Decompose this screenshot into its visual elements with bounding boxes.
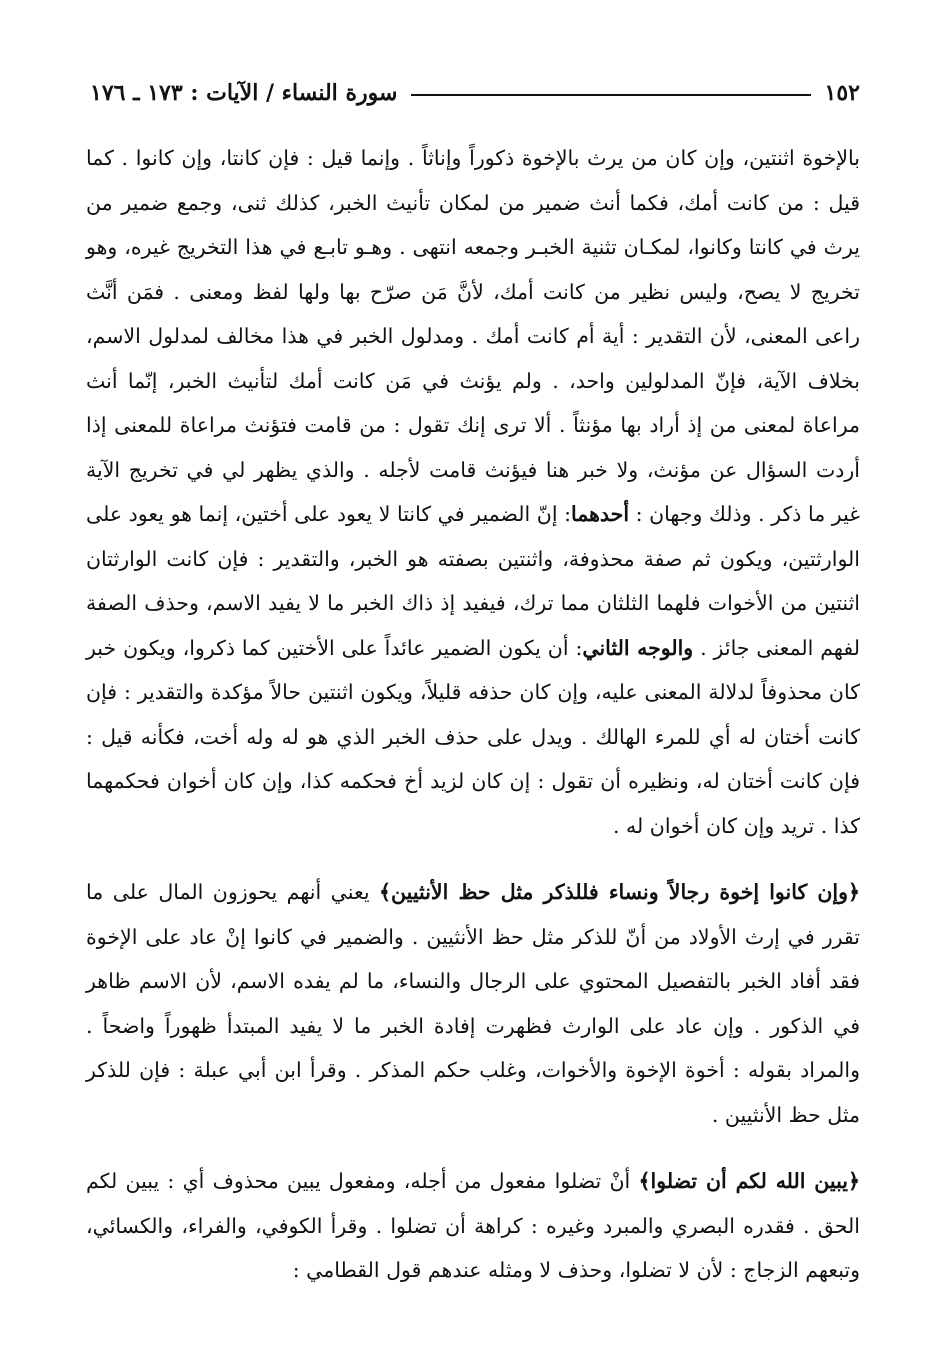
- header-rule: [411, 94, 810, 96]
- paragraph-3: [86, 1159, 860, 1293]
- running-header: [90, 66, 860, 106]
- quran-verse-quote: ﴿يبين الله لكم أن تضلوا﴾: [638, 1169, 860, 1193]
- second-aspect-term: والوجه الثاني: [582, 635, 694, 660]
- paragraph-2: [86, 870, 860, 1137]
- paragraph-text: يعني أنهم يحوزون المال على ما تقرر في إرث الأولاد من أنّ للذكر مثل حظ الأنثيين . والضمير في كانوا إنْ عاد على الإخوة فقد أفاد الخبر بالتفصيل المحتوي على الرجال والنساء، ما لم يفده الاسم، لأن الاسم ظاهر في الذكور . وإن عاد على الوارث فظهرت إفادة الخبر ما لا يفيد المبتدأ ظهوراً واضحاً . والمراد بقوله : أخوة الإخوة والأخوات، وغلب حكم المذكر . وقرأ ابن أبي عبلة : فإن للذكر مثل حظ الأنثيين .: [86, 880, 860, 1127]
- paragraph-text: : إنّ الضمير في كانتا لا يعود على أختين، إنما هو يعود على الوارثتين، ويكون ثم صفة محذوفة، واثنتين بصفته هو الخبر، والتقدير : فإن كانت الوارثتان اثنتين من الأخوات فلهما الثلثان مما ترك، فيفيد إذ ذاك الخبر ما لا يفيد الاسم، وحذف الصفة لفهم المعنى جائز .: [86, 502, 860, 660]
- paragraph-text: أنْ تضلوا مفعول من أجله، ومفعول يبين محذوف أي : يبين لكم الحق . فقدره البصري والمبرد وغيره : كراهة أن تضلوا . وقرأ الكوفي، والفراء، والكسائي، وتبعهم الزجاج : لأن لا تضلوا، وحذف لا ومثله عندهم قول القطامي :: [86, 1169, 860, 1282]
- paragraph-text: بالإخوة اثنتين، وإن كان من يرث بالإخوة ذكوراً وإناثاً . وإنما قيل : فإن كانتا، وإن كانوا . كما قيل : من كانت أمك، فكما أنث ضمير من لمكان تأنيث الخبر، كذلك ثنى، وجمع ضمير من يرث في كانتا وكانوا، لمكـان تثنية الخبـر وجمعه انتهى . وهـو تابـع في هذا التخريج غيره، وهو تخريج لا يصح، وليس نظير من كانت أمك، لأنَّ مَن صرّح بها ولها لفظ ومعنى . فمَن أنَّث راعى المعنى، لأن التقدير : أية أم كانت أمك . ومدلول الخبر في هذا مخالف لمدلول الاسم، بخلاف الآية، فإنّ المدلولين واحد، . ولم يؤنث في مَن كانت أمك لتأنيث الخبر، إنّما أنث مراعاة لمعنى من إذ أراد بها مؤنثاً . ألا ترى إنك تقول : من قامت فتؤنث مراعاة للمعنى إذا أردت السؤال عن مؤنث، ولا خبر هنا فيؤنث قامت لأجله . والذي يظهر لي في تخريج الآية غير ما ذكر . وذلك وجهان :: [86, 146, 861, 526]
- page-number: ١٥٢: [824, 80, 860, 106]
- paragraph-text: : أن يكون الضمير عائداً على الأختين كما ذكروا، ويكون خبر كان محذوفاً لدلالة المعنى عليه، وإن كان حذفه قليلاً، ويكون اثنتين حالاً مؤكدة والتقدير : فإن كانت أختان له أي للمرء الهالك . ويدل على حذف الخبر الذي هو له وله أخت، فكأنه قيل : فإن كانت أختان له، ونظيره أن تقول : إن كان لزيد أخ فحكمه كذا، وإن كان أخوان فحكمهما كذا . تريد وإن كان أخوان له .: [86, 635, 860, 838]
- body-text: [86, 136, 860, 1293]
- paragraph-1: [86, 136, 860, 848]
- quran-verse-quote: ﴿وإن كانوا إخوة رجالاً ونساء فللذكر مثل حظ الأنثيين﴾: [379, 880, 860, 904]
- first-aspect-term: أحدهما: [571, 502, 630, 526]
- surah-title: سورة النساء / الآيات : ١٧٣ ـ ١٧٦: [90, 80, 398, 106]
